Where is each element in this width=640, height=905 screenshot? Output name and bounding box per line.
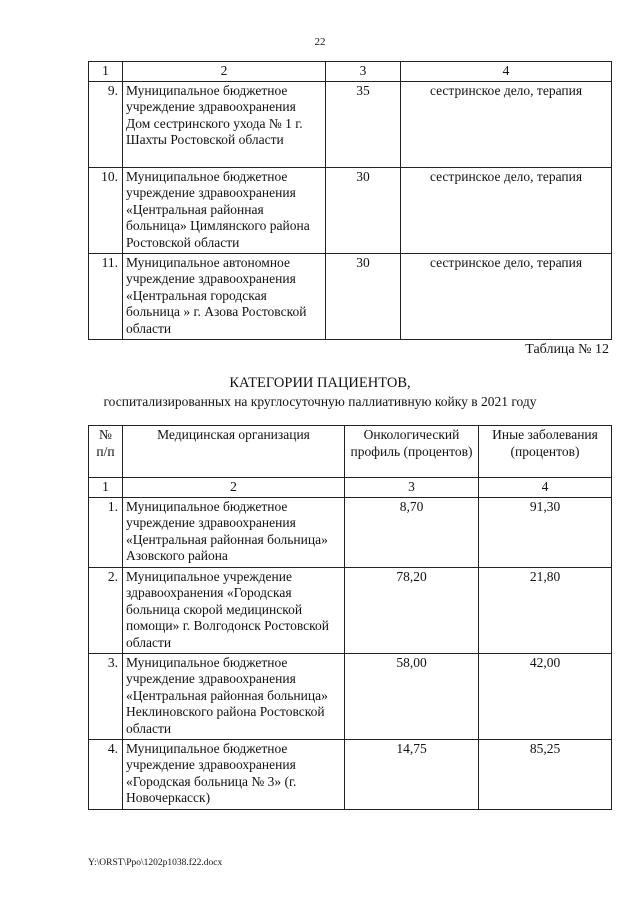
index-cell: 1 [89, 478, 123, 498]
index-cell: 3 [345, 478, 479, 498]
bed-profile: сестринское дело, терапия [401, 253, 612, 339]
organization-name: Муниципальное автономное учреждение здравоохранения «Центральная городская больница » г. Азова Ростовской области [123, 253, 326, 339]
other-percent: 85,25 [479, 739, 612, 809]
header-other-diseases: Иные заболевания (процентов) [479, 426, 612, 478]
row-number: 9. [89, 81, 123, 167]
beds-count: 30 [326, 167, 401, 253]
table-row [89, 497, 612, 567]
table-row [89, 567, 612, 653]
patient-categories-table [88, 425, 612, 810]
header-number: № п/п [89, 426, 123, 478]
row-number: 10. [89, 167, 123, 253]
top-table-header-cell: 4 [401, 62, 612, 82]
beds-count: 30 [326, 253, 401, 339]
other-percent: 91,30 [479, 497, 612, 567]
organization-name: Муниципальное бюджетное учреждение здравоохранения «Городская больница № 3» (г. Новочеркасск) [123, 739, 345, 809]
organization-name: Муниципальное бюджетное учреждение здравоохранения Дом сестринского ухода № 1 г. Шахты Ростовской области [123, 81, 326, 167]
organization-name: Муниципальное бюджетное учреждение здравоохранения «Центральная районная больница» Цимлянского района Ростовской области [123, 167, 326, 253]
file-path-footer: Y:\ORST\Ppo\1202p1038.f22.docx [88, 858, 223, 868]
page-number: 22 [314, 36, 326, 48]
header-oncology: Онкологический профиль (процентов) [345, 426, 479, 478]
table-row [89, 653, 612, 739]
table-row [89, 167, 612, 253]
header-organization: Медицинская организация [123, 426, 345, 478]
bed-profile: сестринское дело, терапия [401, 167, 612, 253]
organization-name: Муниципальное бюджетное учреждение здравоохранения «Центральная районная больница» Неклиновского района Ростовской области [123, 653, 345, 739]
top-table-header-cell: 1 [89, 62, 123, 82]
table-row [89, 253, 612, 339]
row-number: 11. [89, 253, 123, 339]
index-cell: 2 [123, 478, 345, 498]
oncology-percent: 8,70 [345, 497, 479, 567]
index-cell: 4 [479, 478, 612, 498]
bottom-table-header-row [89, 426, 612, 478]
table-row [89, 81, 612, 167]
row-number: 4. [89, 739, 123, 809]
bottom-table-index-row [89, 478, 612, 498]
organization-name: Муниципальное бюджетное учреждение здравоохранения «Центральная районная больница» Азовского района [123, 497, 345, 567]
oncology-percent: 78,20 [345, 567, 479, 653]
top-table-header-cell: 3 [326, 62, 401, 82]
section-title: КАТЕГОРИИ ПАЦИЕНТОВ, [229, 375, 411, 391]
row-number: 3. [89, 653, 123, 739]
bed-profile: сестринское дело, терапия [401, 81, 612, 167]
other-percent: 42,00 [479, 653, 612, 739]
beds-count: 35 [326, 81, 401, 167]
row-number: 2. [89, 567, 123, 653]
oncology-percent: 14,75 [345, 739, 479, 809]
row-number: 1. [89, 497, 123, 567]
oncology-percent: 58,00 [345, 653, 479, 739]
other-percent: 21,80 [479, 567, 612, 653]
table-label: Таблица № 12 [525, 342, 609, 357]
top-table-header-row [89, 62, 612, 82]
top-table [88, 61, 612, 340]
section-subtitle: госпитализированных на круглосуточную паллиативную койку в 2021 году [103, 394, 537, 409]
top-table-header-cell: 2 [123, 62, 326, 82]
organization-name: Муниципальное учреждение здравоохранения «Городская больница скорой медицинской помощи» г. Волгодонск Ростовской области [123, 567, 345, 653]
table-row [89, 739, 612, 809]
